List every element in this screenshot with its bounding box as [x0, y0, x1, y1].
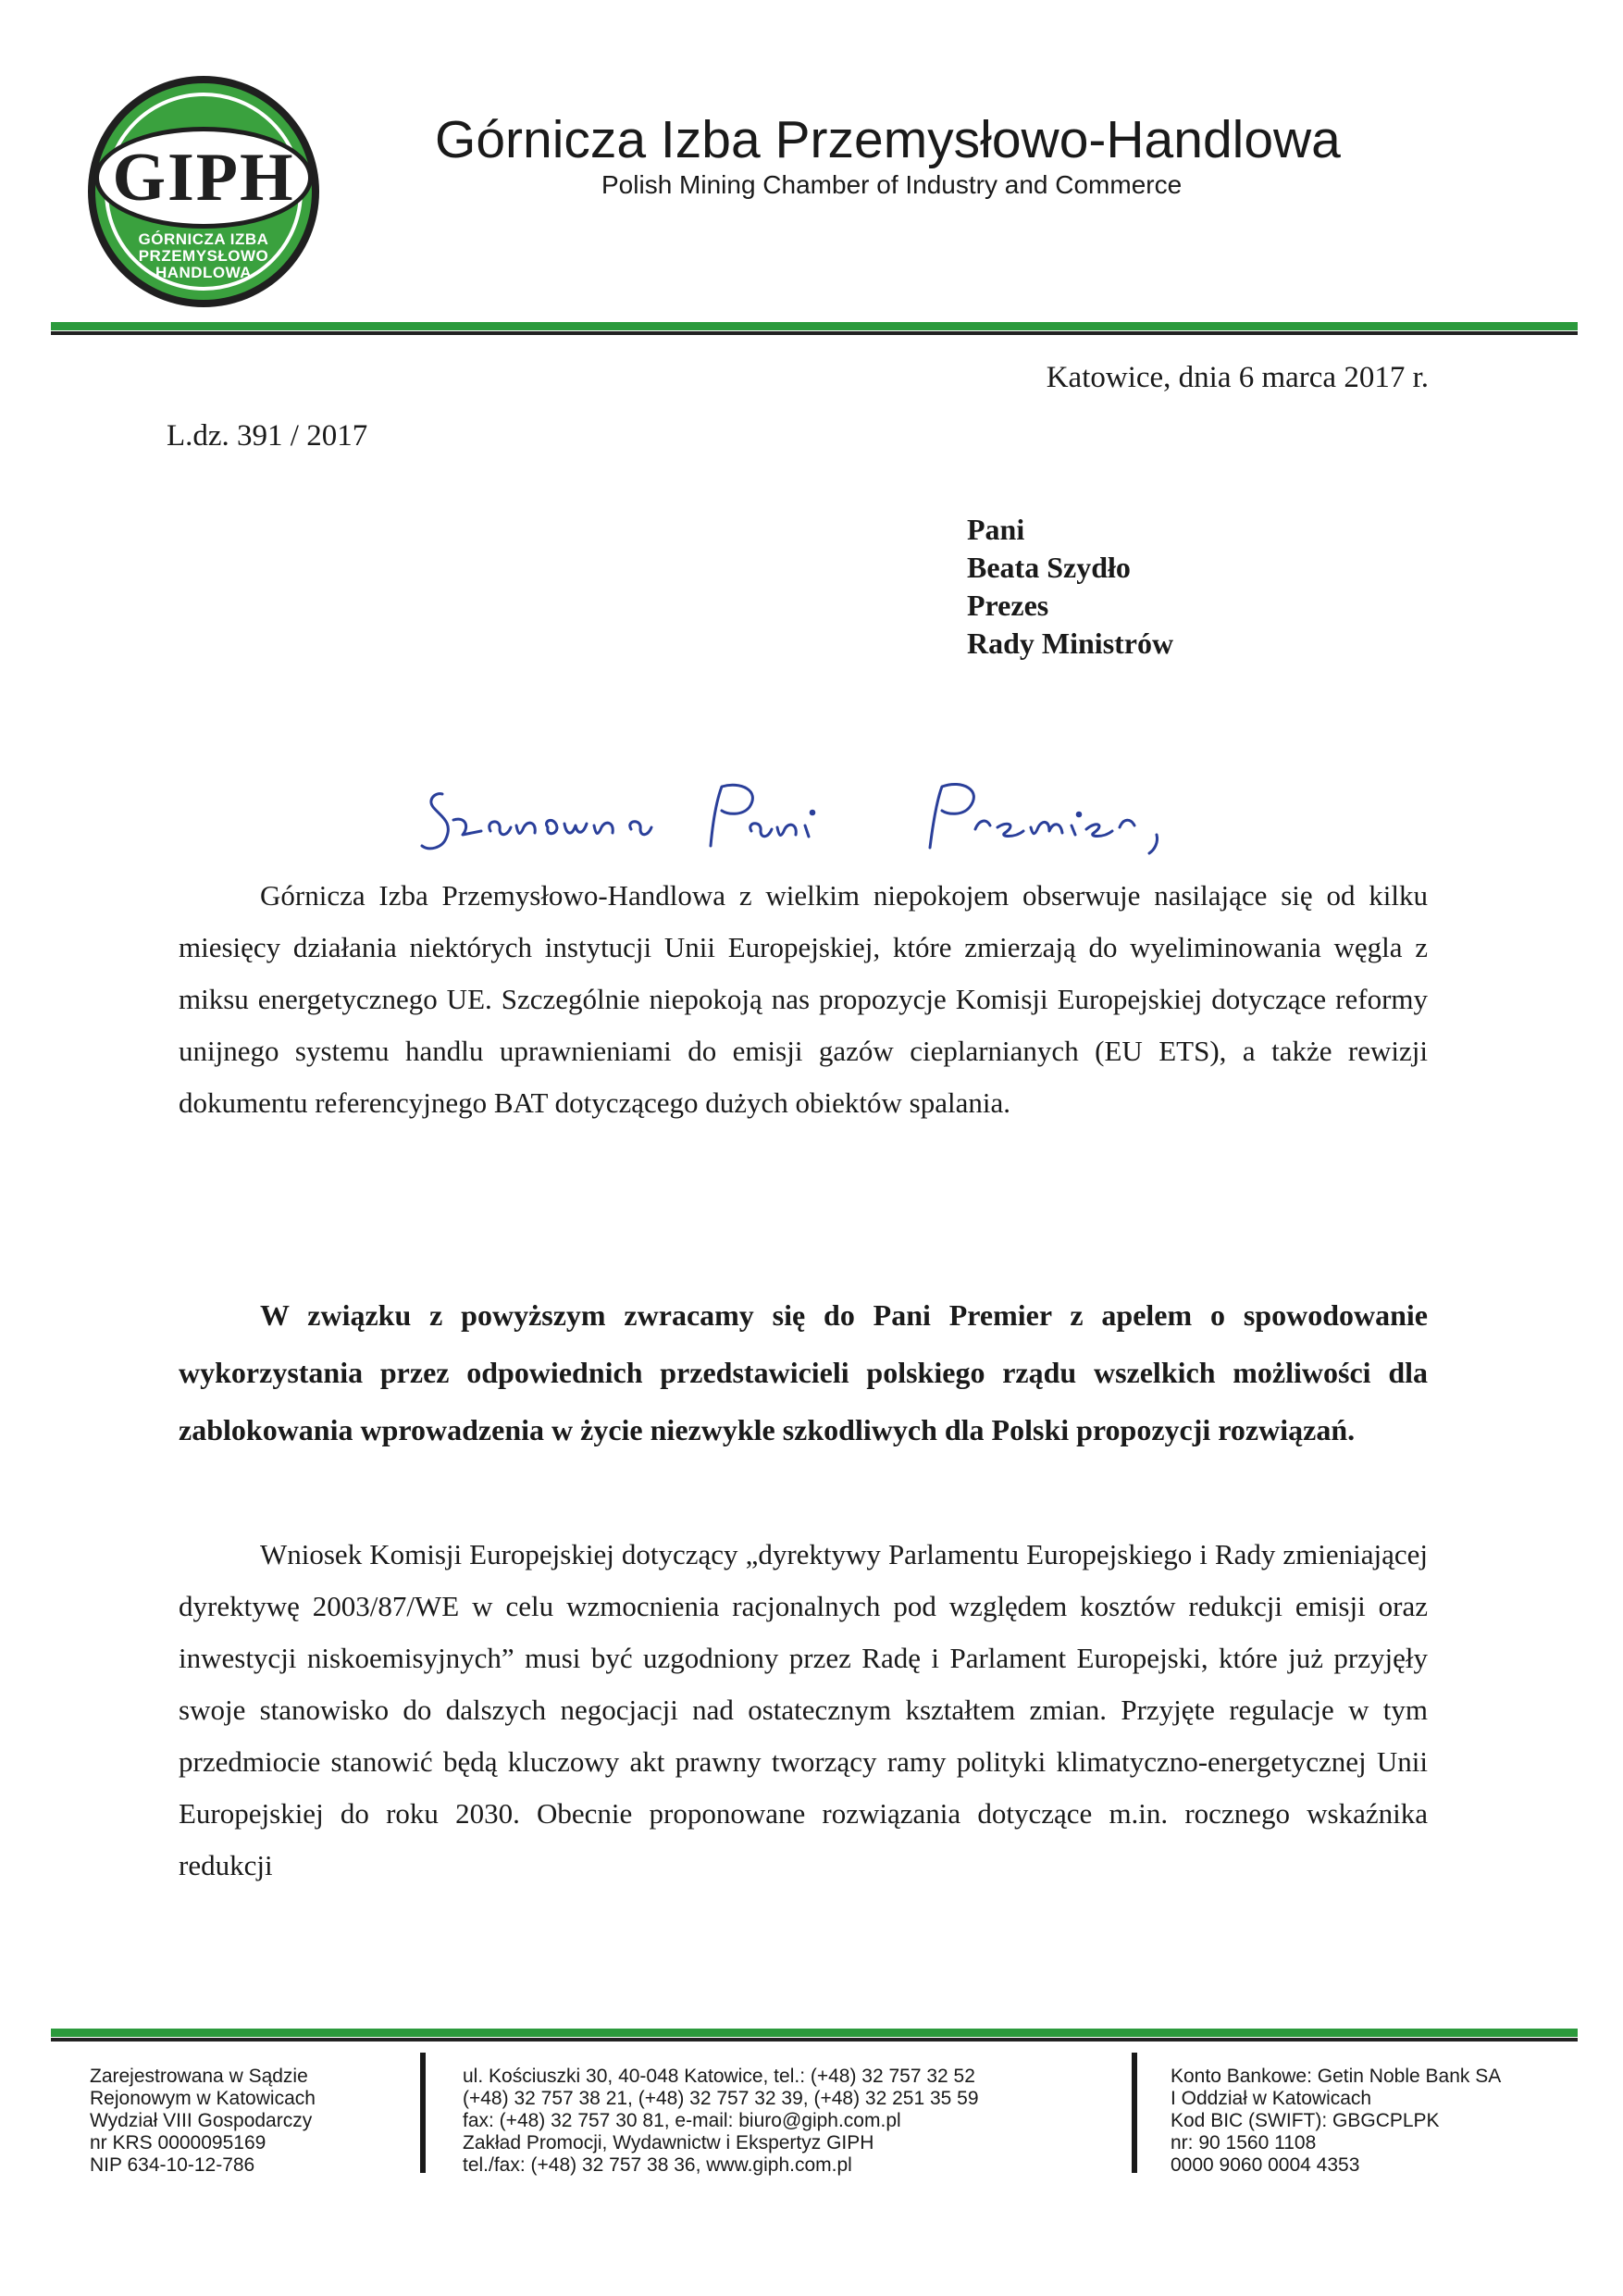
recipient-line: Prezes — [967, 589, 1049, 622]
footer-registration — [90, 2066, 367, 2177]
footer-line: Konto Bankowe: Getin Noble Bank SA — [1171, 2066, 1502, 2087]
recipient-line: Beata Szydło — [967, 551, 1131, 584]
footer-contact — [463, 2066, 1092, 2177]
logo-subtitle-line: PRZEMYSŁOWO — [138, 247, 269, 265]
logo-subtitle — [106, 231, 301, 281]
footer-separator — [420, 2053, 426, 2173]
handwritten-salutation — [416, 774, 1249, 875]
footer-separator — [1132, 2053, 1137, 2173]
footer-line: 0000 9060 0004 4353 — [1171, 2154, 1360, 2176]
logo-subtitle-line: HANDLOWA — [155, 264, 253, 281]
footer-line: nr KRS 0000095169 — [90, 2132, 266, 2153]
recipient-line: Rady Ministrów — [967, 627, 1174, 660]
footer-line: Rejonowym w Katowicach — [90, 2088, 316, 2109]
footer-line: (+48) 32 757 38 21, (+48) 32 757 32 39, (+48) 32 251 35 59 — [463, 2088, 979, 2109]
org-name: Górnicza Izba Przemysłowo-Handlowa — [435, 110, 1341, 169]
footer-divider — [51, 2029, 1578, 2042]
body-paragraph: Górnicza Izba Przemysłowo-Handlowa z wielkim niepokojem obserwuje nasilające się od kilku miesięcy działania niektórych instytucji Unii Europejskiej, które zmierzają do wyeliminowania węgla z miksu energetycznego UE. Szczególnie niepokoją nas propozycje Komisji Europejskiej dotyczące reformy unijnego systemu handlu uprawnieniami do emisji gazów cieplarnianych (EU ETS), a także rewizji dokumentu referencyjnego BAT dotyczącego dużych obiektów spalania. — [179, 879, 1428, 1119]
logo-oval — [94, 127, 313, 229]
footer-line: ul. Kościuszki 30, 40-048 Katowice, tel.: (+48) 32 757 32 52 — [463, 2066, 975, 2087]
footer-line: fax: (+48) 32 757 30 81, e-mail: biuro@giph.com.pl — [463, 2110, 901, 2131]
footer-line: Zakład Promocji, Wydawnictw i Ekspertyz GIPH — [463, 2132, 874, 2153]
footer-line: tel./fax: (+48) 32 757 38 36, www.giph.com.pl — [463, 2154, 852, 2176]
footer-line: nr: 90 1560 1108 — [1171, 2132, 1317, 2153]
footer-line: NIP 634-10-12-786 — [90, 2154, 255, 2176]
body-paragraph: Wniosek Komisji Europejskiej dotyczący „dyrektywy Parlamentu Europejskiego i Rady zmieniającej dyrektywę 2003/87/WE w celu wzmocnienia racjonalnych pod względem kosztów redukcji emisji oraz inwestycji niskoemisyjnych” musi być uzgodniony przez Radę i Parlament Europejski, które już przyjęły swoje stanowisko do dalszych negocjacji nad ostatecznym kształtem zmian. Przyjęte regulacje w tym przedmiocie stanowić będą kluczowy akt prawny tworzący ramy polityki klimatyczno-energetycznej Unii Europejskiej do roku 2030. Obecnie proponowane rozwiązania dotyczące m.in. rocznego wskaźnika redukcji — [179, 1538, 1428, 1881]
reference-number: L.dz. 391 / 2017 — [167, 419, 368, 453]
logo-subtitle-line: GÓRNICZA IZBA — [138, 230, 269, 248]
place-and-date: Katowice, dnia 6 marca 2017 r. — [1046, 361, 1429, 394]
body-paragraph-emphasis: W związku z powyższym zwracamy się do Pani Premier z apelem o spowodowanie wykorzystania przez odpowiednich przedstawicieli polskiego rządu wszelkich możliwości dla zablokowania wprowadzenia w życie niezwykle szkodliwych dla Polski propozycji rozwiązań. — [179, 1298, 1428, 1446]
org-name-english: Polish Mining Chamber of Industry and Commerce — [601, 170, 1183, 199]
footer-line: Kod BIC (SWIFT): GBGCPLPK — [1171, 2110, 1440, 2131]
footer-line: Wydział VIII Gospodarczy — [90, 2110, 313, 2131]
footer-bank — [1171, 2066, 1559, 2177]
logo-abbr: GIPH — [112, 139, 295, 216]
giph-logo — [88, 76, 319, 307]
recipient-block — [967, 511, 1173, 663]
header-divider — [51, 322, 1578, 335]
recipient-line: Pani — [967, 513, 1025, 546]
footer-line: Zarejestrowana w Sądzie — [90, 2066, 308, 2087]
footer-line: I Oddział w Katowicach — [1171, 2088, 1372, 2109]
